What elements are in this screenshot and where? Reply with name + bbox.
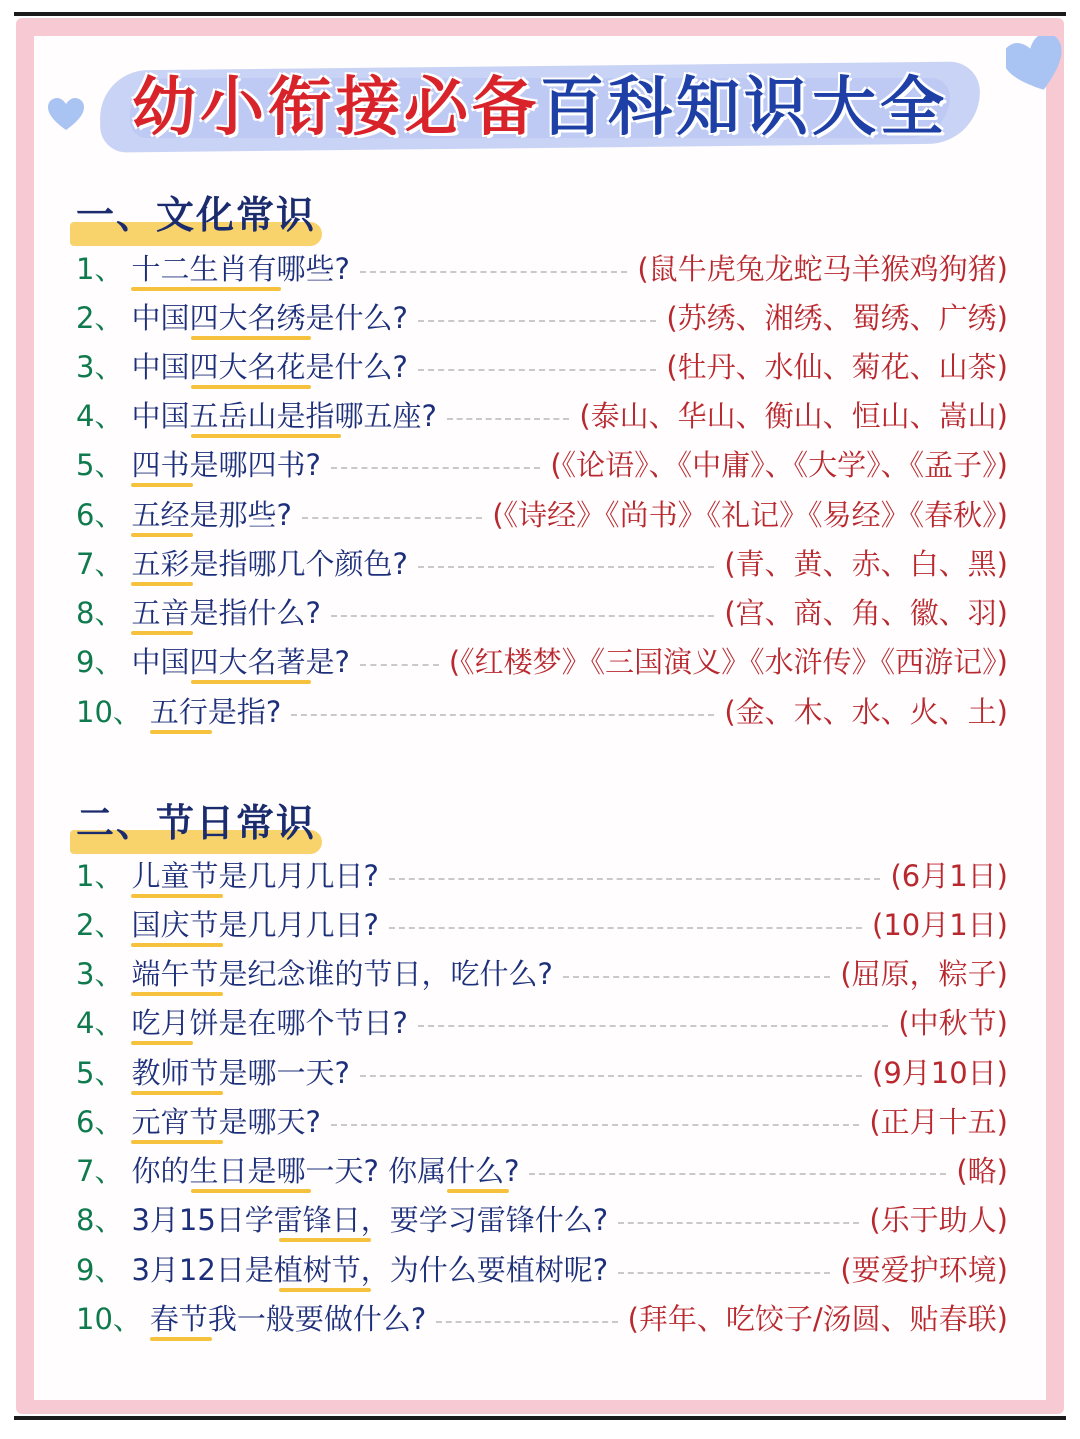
question-label: 3月15日学雷锋日，要学习雷锋什么? (131, 1203, 609, 1237)
question-label: 五行是指? (149, 695, 282, 729)
page-title (100, 54, 980, 160)
dotted-leader (389, 878, 881, 880)
question-label: 五经是那些? (131, 498, 292, 532)
dotted-leader (418, 566, 715, 568)
qa-item (76, 246, 1008, 292)
answer-text: (中秋节) (898, 1006, 1008, 1040)
question-underline (191, 336, 311, 340)
item-number: 6、 (76, 498, 124, 532)
question-label: 端午节是纪念谁的节日，吃什么? (131, 957, 553, 991)
question-underline (131, 1041, 193, 1045)
question-underline (279, 1238, 371, 1242)
answer-text: (泰山、华山、衡山、恒山、嵩山) (579, 399, 1008, 433)
dotted-leader (331, 615, 715, 617)
question-text (131, 249, 349, 289)
answer-text: (牡丹、水仙、菊花、山茶) (666, 350, 1008, 384)
item-number: 1、 (76, 252, 124, 286)
qa-item (76, 590, 1008, 636)
question-text (131, 1003, 407, 1043)
answer-text: (略) (956, 1154, 1008, 1188)
question-text (131, 905, 378, 945)
question-label: 十二生肖有哪些? (131, 252, 350, 286)
qa-item (76, 295, 1008, 341)
qa-item (76, 492, 1008, 538)
dotted-leader (418, 320, 657, 322)
title-red-part: 幼小衔接必备 (132, 71, 540, 145)
question-underline (131, 533, 193, 537)
heart-icon-right (1006, 36, 1066, 96)
question-underline (131, 943, 223, 947)
item-number: 5、 (76, 448, 124, 482)
heart-icon-left (48, 98, 84, 132)
qa-item (76, 1148, 1008, 1194)
qa-item (76, 393, 1008, 439)
question-underline (279, 1288, 371, 1292)
item-number: 10、 (76, 695, 142, 729)
answer-text: (屈原，粽子) (840, 957, 1008, 991)
item-number: 3、 (76, 350, 124, 384)
title-text (100, 68, 980, 148)
question-label: 教师节是哪一天? (131, 1056, 350, 1090)
question-text (131, 298, 407, 338)
item-number: 9、 (76, 645, 124, 679)
dotted-leader (360, 271, 628, 273)
answer-text: (宫、商、角、徽、羽) (724, 596, 1008, 630)
item-number: 7、 (76, 547, 124, 581)
answer-text: (青、黄、赤、白、黑) (724, 547, 1008, 581)
question-text (150, 692, 281, 732)
qa-item (76, 541, 1008, 587)
dotted-leader (418, 369, 657, 371)
qa-item (76, 639, 1008, 685)
qa-item (76, 1000, 1008, 1046)
dotted-leader (436, 1321, 617, 1323)
question-underline (191, 434, 341, 438)
question-underline (131, 1091, 223, 1095)
answer-text: (要爱护环境) (840, 1253, 1008, 1287)
bottom-border-line (14, 1416, 1066, 1420)
question-text (131, 642, 349, 682)
dotted-leader (360, 664, 439, 666)
question-text (131, 593, 320, 633)
question-text (131, 495, 291, 535)
dotted-leader (563, 976, 831, 978)
question-text (131, 1053, 349, 1093)
answer-text: (6月1日) (890, 859, 1008, 893)
question-underline (131, 582, 193, 586)
question-text (131, 445, 320, 485)
question-underline (191, 680, 311, 684)
dotted-leader (360, 1075, 862, 1077)
question-text (150, 1299, 426, 1339)
dotted-leader (447, 418, 570, 420)
item-number: 8、 (76, 596, 124, 630)
title-blue-part: 百科知识大全 (540, 71, 948, 145)
question-label: 中国四大名著是? (131, 645, 350, 679)
dotted-leader (618, 1272, 830, 1274)
qa-item (76, 902, 1008, 948)
qa-item (76, 344, 1008, 390)
question-underline (131, 1140, 223, 1144)
answer-text: (鼠牛虎兔龙蛇马羊猴鸡狗猪) (637, 252, 1008, 286)
item-number: 10、 (76, 1302, 142, 1336)
item-number: 1、 (76, 859, 124, 893)
question-underline (150, 730, 212, 734)
qa-item (76, 1050, 1008, 1096)
question-label: 国庆节是几月几日? (131, 908, 379, 942)
question-text (131, 1200, 608, 1240)
qa-item (76, 951, 1008, 997)
item-number: 7、 (76, 1154, 124, 1188)
question-text (131, 544, 407, 584)
answer-text: (《论语》、《中庸》、《大学》、《孟子》) (550, 448, 1008, 482)
question-underline (150, 1337, 212, 1341)
question-label: 3月12日是植树节，为什么要植树呢? (131, 1253, 609, 1287)
item-number: 6、 (76, 1105, 124, 1139)
question-label: 五彩是指哪几个颜色? (131, 547, 408, 581)
question-text (131, 1151, 519, 1191)
question-underline (447, 1189, 509, 1193)
question-label: 你的生日是哪一天? 你属什么? (131, 1154, 520, 1188)
question-label: 五音是指什么? (131, 596, 321, 630)
answer-text: (金、木、水、火、土) (724, 695, 1008, 729)
item-number: 9、 (76, 1253, 124, 1287)
item-number: 2、 (76, 908, 124, 942)
question-text (131, 347, 407, 387)
answer-text: (10月1日) (872, 908, 1008, 942)
section-title: 一、文化常识 (76, 193, 317, 237)
answer-text: (苏绣、湘绣、蜀绣、广绣) (666, 301, 1008, 335)
qa-item (76, 1197, 1008, 1243)
dotted-leader (331, 467, 541, 469)
dotted-leader (302, 517, 483, 519)
qa-item (76, 442, 1008, 488)
answer-text: (拜年、吃饺子/汤圆、贴春联) (627, 1302, 1008, 1336)
question-underline (191, 1189, 311, 1193)
question-underline (191, 385, 311, 389)
question-text (131, 1250, 608, 1290)
question-underline (131, 894, 223, 898)
dotted-leader (331, 1124, 860, 1126)
question-label: 春节我一般要做什么? (149, 1302, 427, 1336)
question-text (131, 1102, 320, 1142)
question-text (131, 856, 378, 896)
question-label: 元宵节是哪天? (131, 1105, 321, 1139)
dotted-leader (618, 1222, 859, 1224)
question-underline (131, 631, 193, 635)
qa-item (76, 689, 1008, 735)
top-border-line (14, 12, 1066, 16)
item-number: 4、 (76, 399, 124, 433)
dotted-leader (291, 714, 714, 716)
question-label: 四书是哪四书? (131, 448, 321, 482)
question-underline (131, 483, 193, 487)
question-label: 中国五岳山是指哪五座? (131, 399, 437, 433)
question-label: 吃月饼是在哪个节日? (131, 1006, 408, 1040)
section-title: 二、节日常识 (76, 801, 317, 845)
item-number: 5、 (76, 1056, 124, 1090)
dotted-leader (389, 927, 862, 929)
question-label: 儿童节是几月几日? (131, 859, 379, 893)
answer-text: (《诗经》《尚书》《礼记》《易经》《春秋》) (492, 498, 1008, 532)
qa-item (76, 853, 1008, 899)
item-number: 4、 (76, 1006, 124, 1040)
answer-text: (9月10日) (872, 1056, 1008, 1090)
qa-item (76, 1296, 1008, 1342)
question-underline (131, 287, 281, 291)
qa-item (76, 1099, 1008, 1145)
item-number: 8、 (76, 1203, 124, 1237)
dotted-leader (418, 1025, 889, 1027)
question-label: 中国四大名花是什么? (131, 350, 408, 384)
answer-text: (正月十五) (869, 1105, 1008, 1139)
question-underline (131, 992, 223, 996)
dotted-leader (529, 1173, 946, 1175)
question-text (131, 954, 552, 994)
item-number: 3、 (76, 957, 124, 991)
question-label: 中国四大名绣是什么? (131, 301, 408, 335)
item-number: 2、 (76, 301, 124, 335)
answer-text: (乐于助人) (869, 1203, 1008, 1237)
qa-item (76, 1247, 1008, 1293)
answer-text: (《红楼梦》《三国演义》《水浒传》《西游记》) (448, 645, 1008, 679)
question-text (131, 396, 436, 436)
